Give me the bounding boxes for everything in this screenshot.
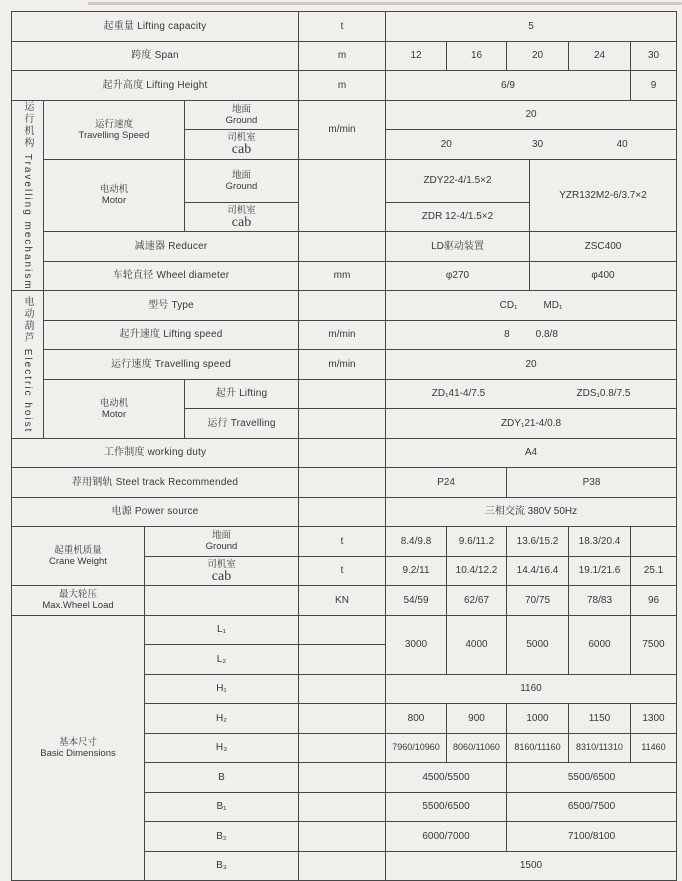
reducer-value-left: LD驱动装置 <box>386 232 530 262</box>
span-value: 12 <box>386 41 447 71</box>
travel-speed-label-zh: 运行速度 <box>94 118 133 130</box>
hoist-lifting-speed-value: 0.8/8 <box>535 329 558 341</box>
dim-B2-sublabel: B₂ <box>145 822 299 852</box>
travel-speed-ground-sublabel <box>185 100 299 130</box>
hoist-motor-lifting-value: ZD₁41-4/7.5 <box>431 388 486 400</box>
dim-B2-value-right: 7100/8100 <box>507 822 677 852</box>
working-duty-unit-empty <box>299 438 386 468</box>
hoist-type-values <box>386 291 677 321</box>
dim-L-value: 4000 <box>447 615 507 674</box>
ground-zh: 地面 <box>231 169 251 181</box>
hoist-motor-lifting-values <box>386 379 677 409</box>
cab-zh: 司机室 <box>207 558 236 570</box>
dim-H2-value: 800 <box>386 704 447 734</box>
row-span <box>12 41 677 71</box>
dim-L-value: 6000 <box>569 615 631 674</box>
crane-weight-value: 18.3/20.4 <box>569 527 631 557</box>
max-wheel-load-value: 78/83 <box>569 586 631 616</box>
max-wheel-load-unit: KN <box>299 586 386 616</box>
hoist-type-value: CD₁ <box>499 299 518 311</box>
dim-L2-sublabel: L₂ <box>145 645 299 675</box>
steel-track-unit-empty <box>299 468 386 498</box>
crane-spec-table <box>11 11 677 881</box>
dim-H3-value: 8310/11310 <box>569 733 631 763</box>
hoist-type-value: MD₁ <box>543 299 563 311</box>
wheel-diameter-value-right: φ400 <box>530 261 677 291</box>
cab-speed-value: 30 <box>531 138 544 150</box>
row-lifting-capacity <box>12 12 677 42</box>
max-wheel-load-value: 54/59 <box>386 586 447 616</box>
crane-weight-value: 9.6/11.2 <box>447 527 507 557</box>
lifting-height-value-last: 9 <box>631 71 677 101</box>
row-hoist-travel-speed <box>12 350 677 380</box>
dim-H2-unit-empty <box>299 704 386 734</box>
cab-speed-value: 20 <box>440 138 452 150</box>
motor-zh: 电动机 <box>99 184 129 196</box>
section-travelling-mechanism: 运行机构 Travelling mechanism <box>12 100 44 291</box>
dim-B-value-right: 5500/6500 <box>507 763 677 793</box>
travel-motor-right-value: YZR132M2-6/3.7×2 <box>530 159 677 232</box>
travel-speed-cab-values <box>386 130 677 160</box>
motor-en: Motor <box>101 195 127 207</box>
row-lifting-height <box>12 71 677 101</box>
reducer-label: 减速器 Reducer <box>44 232 299 262</box>
dim-L1-unit-empty <box>299 615 386 645</box>
hoist-motor-travelling-value: ZDY₁21-4/0.8 <box>386 409 677 439</box>
hoist-motor-travelling-sublabel: 运行 Travelling <box>185 409 299 439</box>
steel-track-value-right: P38 <box>507 468 677 498</box>
travel-speed-label-en: Travelling Speed <box>78 129 150 141</box>
row-hoist-type <box>12 291 677 321</box>
crane-weight-value: 10.4/12.2 <box>447 556 507 586</box>
steel-track-value-left: P24 <box>386 468 507 498</box>
span-label: 跨度 Span <box>12 41 299 71</box>
crane-weight-cab-sublabel <box>145 556 299 586</box>
cab-en: cab <box>231 142 252 158</box>
row-steel-track <box>12 468 677 498</box>
basic-dimensions-zh: 基本尺寸 <box>58 736 97 748</box>
travel-motor-label <box>44 159 185 232</box>
crane-weight-value: 13.6/15.2 <box>507 527 569 557</box>
cab-speed-value: 40 <box>616 138 628 150</box>
wheel-diameter-label: 车轮直径 Wheel diameter <box>44 261 299 291</box>
dim-H2-value: 900 <box>447 704 507 734</box>
hoist-lifting-speed-values <box>386 320 677 350</box>
dim-B2-value-left: 6000/7000 <box>386 822 507 852</box>
hoist-type-label: 型号 Type <box>44 291 299 321</box>
crane-weight-cab-unit: t <box>299 556 386 586</box>
dim-B1-value-right: 6500/7500 <box>507 792 677 822</box>
hoist-motor-label <box>44 379 185 438</box>
max-wheel-load-value: 62/67 <box>447 586 507 616</box>
hoist-motor-lifting-sublabel: 起升 Lifting <box>185 379 299 409</box>
row-hoist-motor-lifting <box>12 379 677 409</box>
row-dim-L1 <box>12 615 677 645</box>
dim-H1-value: 1160 <box>386 674 677 704</box>
crane-weight-value: 9.2/11 <box>386 556 447 586</box>
row-power-source <box>12 497 677 527</box>
hoist-motor-lifting-value: ZDS₁0.8/7.5 <box>576 388 631 400</box>
travel-speed-cab-sublabel <box>185 130 299 160</box>
ground-zh: 地面 <box>211 530 231 542</box>
dim-B3-sublabel: B₃ <box>145 851 299 881</box>
section-electric-hoist: 电动葫芦 Electric hoist <box>12 291 44 439</box>
dim-H3-value: 11460 <box>631 733 677 763</box>
max-wheel-load-en: Max.Wheel Load <box>42 600 114 612</box>
crane-weight-ground-unit: t <box>299 527 386 557</box>
crane-weight-value: 14.4/16.4 <box>507 556 569 586</box>
row-reducer <box>12 232 677 262</box>
span-value: 30 <box>631 41 677 71</box>
hoist-motor-travelling-unit-empty <box>299 409 386 439</box>
cab-zh: 司机室 <box>227 204 256 216</box>
working-duty-value: A4 <box>386 438 677 468</box>
travel-motor-unit-empty <box>299 159 386 232</box>
dim-H3-value: 8060/11060 <box>447 733 507 763</box>
crane-weight-value: 25.1 <box>631 556 677 586</box>
hoist-travel-speed-value: 20 <box>386 350 677 380</box>
power-source-label: 电源 Power source <box>12 497 299 527</box>
motor-en: Motor <box>101 408 127 420</box>
dim-B-value-left: 4500/5500 <box>386 763 507 793</box>
row-max-wheel-load <box>12 586 677 616</box>
cab-zh: 司机室 <box>227 132 256 144</box>
hoist-lifting-speed-label: 起升速度 Lifting speed <box>44 320 299 350</box>
lifting-height-value-main: 6/9 <box>386 71 631 101</box>
row-wheel-diameter <box>12 261 677 291</box>
reducer-unit-empty <box>299 232 386 262</box>
travel-motor-ground-value: ZDY22-4/1.5×2 <box>386 159 530 202</box>
crane-weight-zh: 起重机质量 <box>54 545 102 557</box>
lifting-height-unit: m <box>299 71 386 101</box>
scan-artifact <box>88 2 682 5</box>
ground-en: Ground <box>225 114 258 126</box>
crane-weight-value-empty <box>631 527 677 557</box>
row-crane-weight-ground <box>12 527 677 557</box>
dim-H3-sublabel: H₃ <box>145 733 299 763</box>
hoist-lifting-speed-value: 8 <box>504 329 510 341</box>
reducer-value-right: ZSC400 <box>530 232 677 262</box>
crane-weight-en: Crane Weight <box>49 556 107 568</box>
travel-motor-cab-value: ZDR 12-4/1.5×2 <box>386 202 530 232</box>
row-travel-speed-ground <box>12 100 677 130</box>
dim-H1-sublabel: H₁ <box>145 674 299 704</box>
dim-H3-value: 8160/11160 <box>507 733 569 763</box>
travel-speed-label <box>44 100 185 159</box>
lifting-capacity-label: 起重量 Lifting capacity <box>12 12 299 42</box>
basic-dimensions-label <box>12 615 145 881</box>
span-value: 20 <box>507 41 569 71</box>
dim-H2-value: 1300 <box>631 704 677 734</box>
power-source-value: 三相交流 380V 50Hz <box>386 497 677 527</box>
crane-weight-ground-sublabel <box>145 527 299 557</box>
cab-en: cab <box>231 214 252 230</box>
travel-motor-cab-sublabel <box>185 202 299 232</box>
max-wheel-load-value: 96 <box>631 586 677 616</box>
max-wheel-load-value: 70/75 <box>507 586 569 616</box>
hoist-travel-speed-unit: m/min <box>299 350 386 380</box>
dim-L-value: 5000 <box>507 615 569 674</box>
cab-en: cab <box>211 568 232 584</box>
span-unit: m <box>299 41 386 71</box>
hoist-type-unit-empty <box>299 291 386 321</box>
max-wheel-load-label <box>12 586 145 616</box>
dim-H1-unit-empty <box>299 674 386 704</box>
dim-B1-sublabel: B₁ <box>145 792 299 822</box>
lifting-capacity-unit: t <box>299 12 386 42</box>
power-source-unit-empty <box>299 497 386 527</box>
row-working-duty <box>12 438 677 468</box>
working-duty-label: 工作制度 working duty <box>12 438 299 468</box>
dim-H2-sublabel: H₂ <box>145 704 299 734</box>
dim-L1-sublabel: L₁ <box>145 615 299 645</box>
basic-dimensions-en: Basic Dimensions <box>40 747 116 759</box>
dim-B3-value: 1500 <box>386 851 677 881</box>
lifting-height-label: 起升高度 Lifting Height <box>12 71 299 101</box>
dim-H3-value: 7960/10960 <box>386 733 447 763</box>
hoist-travel-speed-label: 运行速度 Travelling speed <box>44 350 299 380</box>
dim-B1-unit-empty <box>299 792 386 822</box>
dim-B-unit-empty <box>299 763 386 793</box>
steel-track-label: 荐用钢轨 Steel track Recommended <box>12 468 299 498</box>
wheel-diameter-value-left: φ270 <box>386 261 530 291</box>
span-value: 24 <box>569 41 631 71</box>
crane-weight-value: 19.1/21.6 <box>569 556 631 586</box>
dim-H2-value: 1150 <box>569 704 631 734</box>
ground-zh: 地面 <box>231 103 251 115</box>
crane-weight-label <box>12 527 145 586</box>
hoist-motor-lifting-unit-empty <box>299 379 386 409</box>
dim-L2-unit-empty <box>299 645 386 675</box>
dim-H2-value: 1000 <box>507 704 569 734</box>
row-travel-motor-ground <box>12 159 677 202</box>
crane-weight-value: 8.4/9.8 <box>386 527 447 557</box>
travel-speed-ground-value: 20 <box>386 100 677 130</box>
max-wheel-load-sublabel-empty <box>145 586 299 616</box>
row-hoist-lifting-speed <box>12 320 677 350</box>
ground-en: Ground <box>205 541 238 553</box>
dim-B-sublabel: B <box>145 763 299 793</box>
dim-B1-value-left: 5500/6500 <box>386 792 507 822</box>
travel-motor-ground-sublabel <box>185 159 299 202</box>
dim-H3-unit-empty <box>299 733 386 763</box>
dim-B2-unit-empty <box>299 822 386 852</box>
motor-zh: 电动机 <box>99 397 129 409</box>
hoist-lifting-speed-unit: m/min <box>299 320 386 350</box>
travel-speed-unit: m/min <box>299 100 386 159</box>
dim-L-value: 7500 <box>631 615 677 674</box>
dim-L-value: 3000 <box>386 615 447 674</box>
dim-B3-unit-empty <box>299 851 386 881</box>
lifting-capacity-value: 5 <box>386 12 677 42</box>
span-value: 16 <box>447 41 507 71</box>
wheel-diameter-unit: mm <box>299 261 386 291</box>
ground-en: Ground <box>225 180 258 192</box>
max-wheel-load-zh: 最大轮压 <box>58 589 97 601</box>
